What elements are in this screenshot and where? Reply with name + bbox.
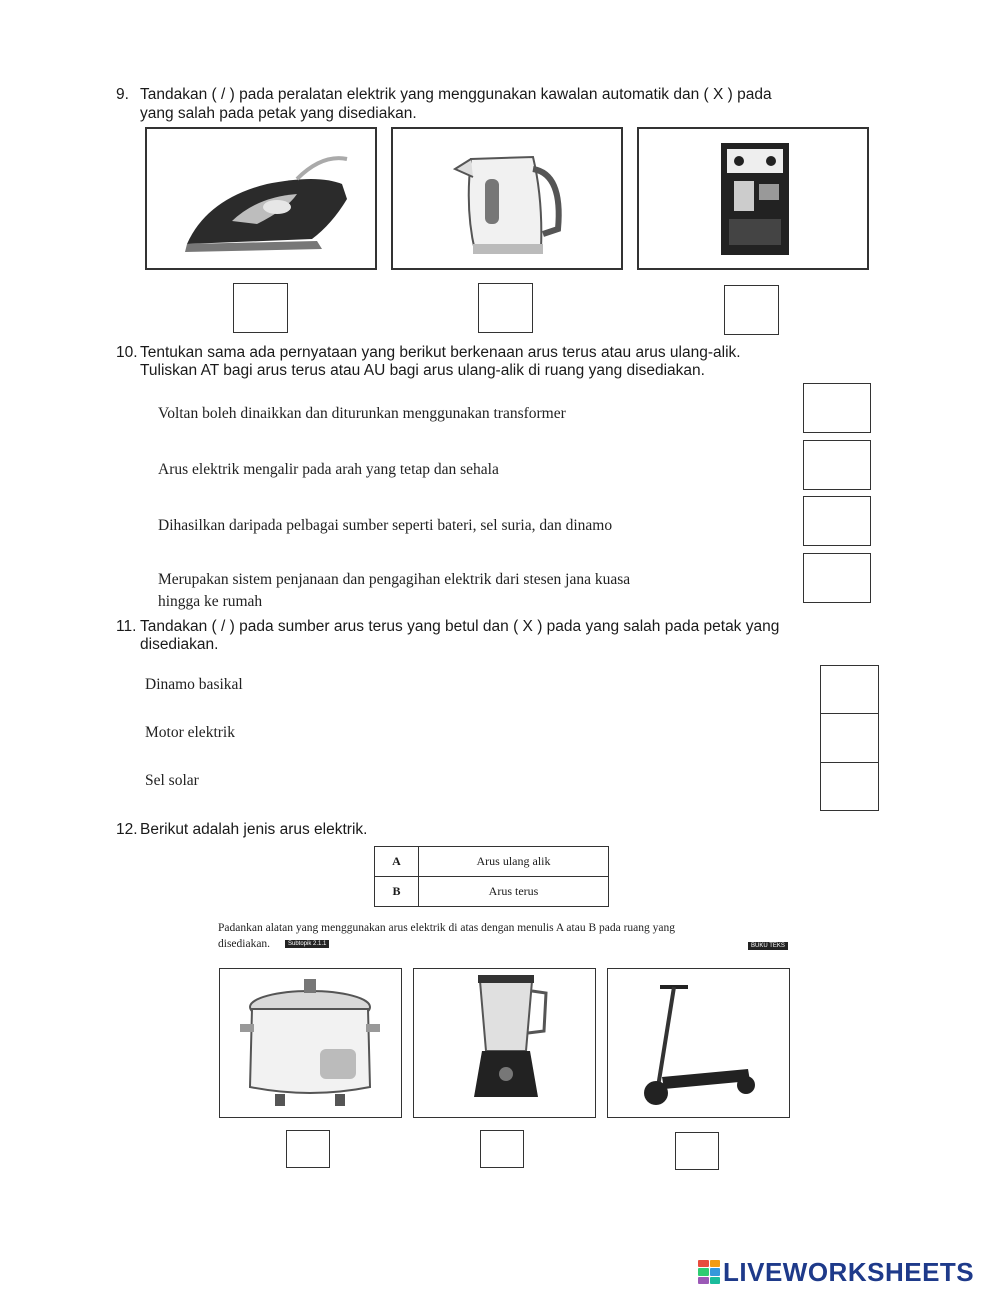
q9-number: 9. — [116, 86, 129, 103]
rice-cooker-image — [219, 968, 402, 1118]
q11-answer-input-1[interactable] — [821, 666, 878, 713]
q10-answer-box-2[interactable] — [803, 440, 871, 490]
q10-statement-4-cont: hingga ke rumah — [158, 593, 263, 610]
q12-answer-input-1[interactable] — [287, 1131, 329, 1167]
q12-answer-input-2[interactable] — [481, 1131, 523, 1167]
table-cell-value: Arus ulang alik — [419, 847, 609, 877]
q11-item-2: Motor elektrik — [145, 724, 235, 741]
q10-answer-input-2[interactable] — [804, 441, 870, 489]
q10-answer-box-1[interactable] — [803, 383, 871, 433]
q12-answer-box-3[interactable] — [675, 1132, 719, 1170]
kettle-icon — [393, 129, 621, 268]
q10-statement-3: Dihasilkan daripada pelbagai sumber seperti bateri, sel suria, dan dinamo — [158, 517, 613, 534]
q10-answer-input-1[interactable] — [804, 384, 870, 432]
q10-statement-2: Arus elektrik mengalir pada arah yang tetap dan sehala — [158, 461, 499, 478]
iron-image — [145, 127, 377, 270]
circuit-breaker-icon — [639, 129, 867, 268]
q10-statement-4: Merupakan sistem penjanaan dan pengagihan elektrik dari stesen jana kuasa — [158, 571, 631, 588]
q10-answer-input-4[interactable] — [804, 554, 870, 602]
q12-instruction-line2: disediakan. — [218, 938, 271, 950]
q9-answer-box-2[interactable] — [478, 283, 533, 333]
q11-number: 11. — [116, 618, 137, 635]
q12-answer-input-3[interactable] — [676, 1133, 718, 1169]
q11-item-1: Dinamo basikal — [145, 676, 243, 693]
q10-statement-1: Voltan boleh dinaikkan dan diturunkan menggunakan transformer — [158, 405, 566, 422]
q12-number: 12. — [116, 821, 138, 838]
current-types-table — [374, 846, 609, 907]
q11-answer-box-3[interactable] — [820, 762, 879, 811]
q11-answer-input-3[interactable] — [821, 763, 878, 810]
q9-answer-input-2[interactable] — [479, 284, 532, 332]
q11-answer-box-1[interactable] — [820, 665, 879, 714]
electric-scooter-icon — [608, 969, 788, 1116]
liveworksheets-brand-text: LIVEWORKSHEETS — [723, 1256, 975, 1287]
q11-answer-box-2[interactable] — [820, 713, 879, 763]
q11-text-line1: Tandakan ( / ) pada sumber arus terus yang betul dan ( X ) pada yang salah pada petak yang — [140, 618, 780, 635]
q9-text-line2: yang salah pada petak yang disediakan. — [140, 105, 417, 122]
q11-text-line2: disediakan. — [140, 636, 219, 653]
table-cell-value: Arus terus — [419, 877, 609, 907]
q12-answer-box-1[interactable] — [286, 1130, 330, 1168]
blender-icon — [414, 969, 594, 1116]
table-cell-key: A — [375, 847, 419, 877]
electric-scooter-image — [607, 968, 790, 1118]
kettle-image — [391, 127, 623, 270]
q9-text-line1: Tandakan ( / ) pada peralatan elektrik yang menggunakan kawalan automatik dan ( X ) pada — [140, 86, 772, 103]
q10-text-line1: Tentukan sama ada pernyataan yang berikut berkenaan arus terus atau arus ulang-alik. — [140, 344, 741, 361]
blender-image — [413, 968, 596, 1118]
iron-icon — [147, 129, 375, 268]
q10-number: 10. — [116, 344, 138, 361]
q9-answer-input-1[interactable] — [234, 284, 287, 332]
circuit-breaker-image — [637, 127, 869, 270]
table-cell-key: B — [375, 877, 419, 907]
q11-item-3: Sel solar — [145, 772, 199, 789]
table-row — [375, 847, 609, 877]
q10-answer-box-3[interactable] — [803, 496, 871, 546]
q9-answer-box-1[interactable] — [233, 283, 288, 333]
liveworksheets-logo — [698, 1257, 974, 1287]
q9-answer-input-3[interactable] — [725, 286, 778, 334]
liveworksheets-logo-icon — [698, 1260, 720, 1284]
q12-instruction-line1: Padankan alatan yang menggunakan arus elektrik di atas dengan menulis A atau B pada ruang yang — [218, 922, 675, 934]
subtopic-badge: Subtopik 2.1.1 — [285, 940, 329, 948]
q9-answer-box-3[interactable] — [724, 285, 779, 335]
q12-text-line1: Berikut adalah jenis arus elektrik. — [140, 821, 368, 838]
q10-answer-box-4[interactable] — [803, 553, 871, 603]
q10-text-line2: Tuliskan AT bagi arus terus atau AU bagi arus ulang-alik di ruang yang disediakan. — [140, 362, 705, 379]
table-row — [375, 877, 609, 907]
q11-answer-input-2[interactable] — [821, 714, 878, 762]
rice-cooker-icon — [220, 969, 400, 1116]
q12-answer-box-2[interactable] — [480, 1130, 524, 1168]
q10-answer-input-3[interactable] — [804, 497, 870, 545]
textbook-badge: BUKU TEKS — [748, 942, 788, 950]
